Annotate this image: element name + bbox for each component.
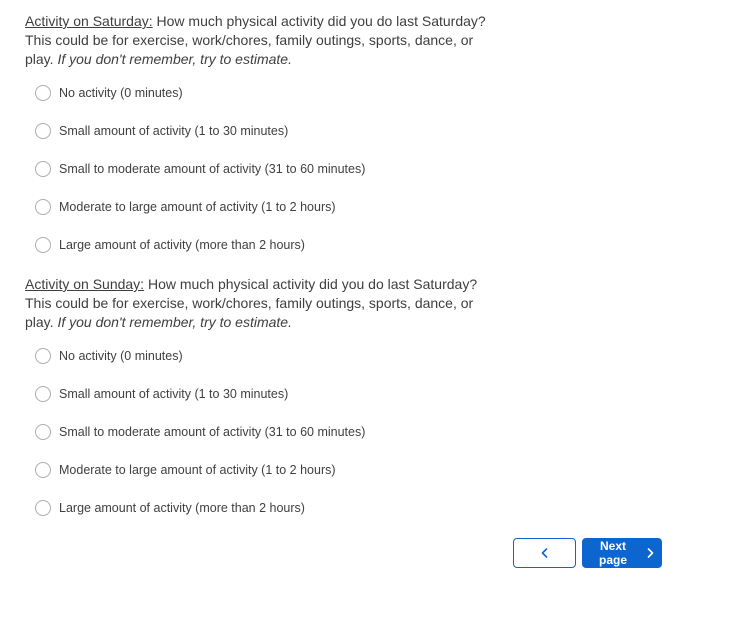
previous-page-button[interactable] bbox=[513, 538, 576, 568]
option-row[interactable] bbox=[35, 348, 744, 364]
radio-button[interactable] bbox=[35, 199, 51, 215]
options-list-saturday bbox=[25, 85, 744, 253]
navigation-bar bbox=[25, 538, 744, 568]
question-emphasis: If you don't remember, try to estimate. bbox=[57, 314, 292, 330]
option-row[interactable] bbox=[35, 123, 744, 139]
option-label[interactable]: Small to moderate amount of activity (31 to 60 minutes) bbox=[59, 162, 366, 176]
option-label[interactable]: Small amount of activity (1 to 30 minutes) bbox=[59, 387, 289, 401]
option-label[interactable]: No activity (0 minutes) bbox=[59, 349, 183, 363]
option-row[interactable] bbox=[35, 386, 744, 402]
option-label[interactable]: Small amount of activity (1 to 30 minutes) bbox=[59, 124, 289, 138]
option-row[interactable] bbox=[35, 161, 744, 177]
option-label[interactable]: Moderate to large amount of activity (1 to 2 hours) bbox=[59, 200, 336, 214]
radio-button[interactable] bbox=[35, 462, 51, 478]
option-row[interactable] bbox=[35, 500, 744, 516]
radio-button[interactable] bbox=[35, 237, 51, 253]
chevron-left-icon bbox=[540, 548, 550, 558]
radio-button[interactable] bbox=[35, 500, 51, 516]
option-row[interactable] bbox=[35, 424, 744, 440]
option-label[interactable]: Moderate to large amount of activity (1 to 2 hours) bbox=[59, 463, 336, 477]
options-list-sunday bbox=[25, 348, 744, 516]
option-label[interactable]: Large amount of activity (more than 2 hours) bbox=[59, 238, 305, 252]
question-body: How much physical activity did you do last Saturday? This could be for exercise, work/chores, family outings, sports, dance, or play. bbox=[25, 276, 478, 330]
radio-button[interactable] bbox=[35, 424, 51, 440]
option-row[interactable] bbox=[35, 462, 744, 478]
radio-button[interactable] bbox=[35, 85, 51, 101]
option-row[interactable] bbox=[35, 199, 744, 215]
chevron-right-icon bbox=[645, 548, 655, 558]
radio-button[interactable] bbox=[35, 161, 51, 177]
option-label[interactable]: No activity (0 minutes) bbox=[59, 86, 183, 100]
option-row[interactable] bbox=[35, 237, 744, 253]
radio-button[interactable] bbox=[35, 348, 51, 364]
option-label[interactable]: Large amount of activity (more than 2 hours) bbox=[59, 501, 305, 515]
option-label[interactable]: Small to moderate amount of activity (31 to 60 minutes) bbox=[59, 425, 366, 439]
question-block-sunday bbox=[25, 275, 744, 516]
option-row[interactable] bbox=[35, 85, 744, 101]
question-text-saturday bbox=[25, 12, 503, 69]
question-emphasis: If you don't remember, try to estimate. bbox=[57, 51, 292, 67]
radio-button[interactable] bbox=[35, 386, 51, 402]
question-text-sunday bbox=[25, 275, 503, 332]
question-block-saturday bbox=[25, 12, 744, 253]
question-label: Activity on Saturday: bbox=[25, 13, 153, 29]
question-label: Activity on Sunday: bbox=[25, 276, 145, 292]
next-page-label: Next page bbox=[598, 539, 627, 567]
radio-button[interactable] bbox=[35, 123, 51, 139]
question-body: How much physical activity did you do last Saturday? This could be for exercise, work/chores, family outings, sports, dance, or play. bbox=[25, 13, 486, 67]
next-page-button[interactable] bbox=[582, 538, 662, 568]
